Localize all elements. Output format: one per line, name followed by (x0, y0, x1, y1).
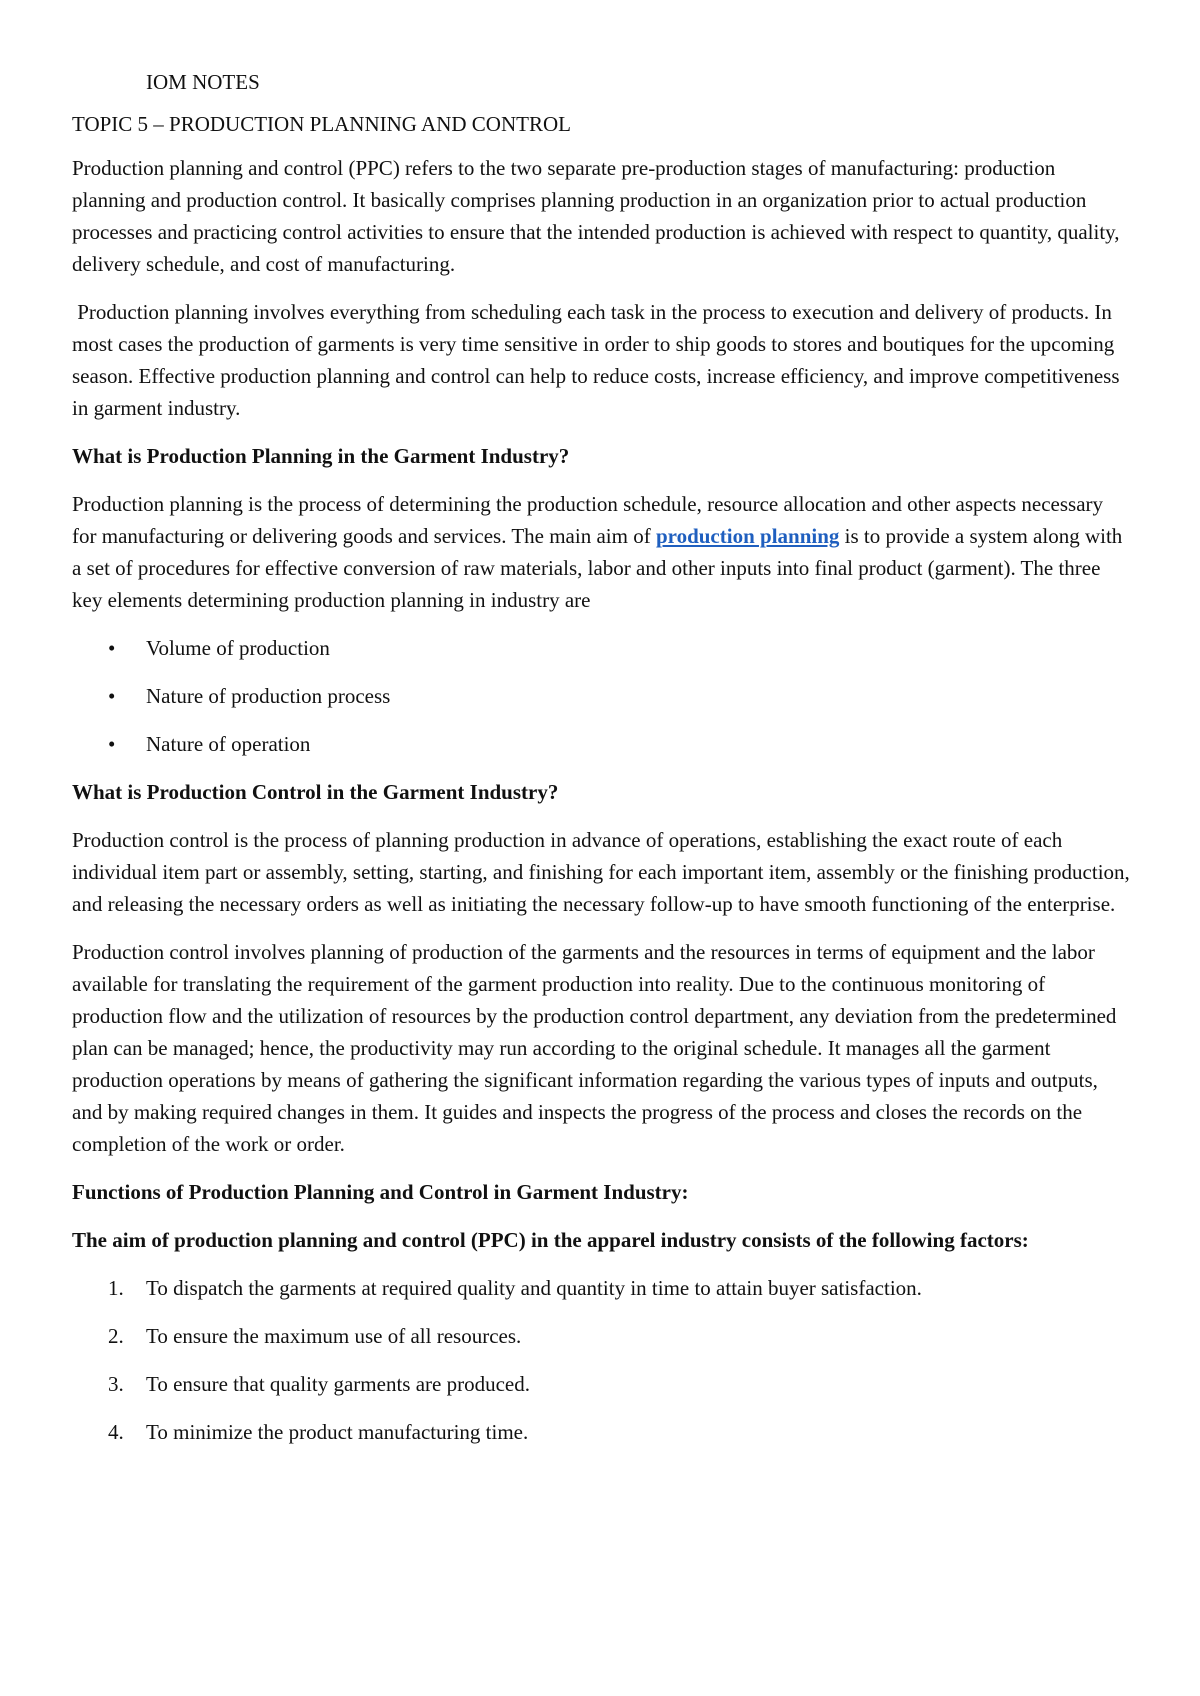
list-item-text: Volume of production (146, 636, 330, 660)
list-number: 1. (108, 1276, 124, 1300)
list-item-text: To ensure the maximum use of all resources. (146, 1324, 522, 1348)
list-item-text: To minimize the product manufacturing time. (146, 1420, 529, 1444)
aims-list (72, 1272, 1132, 1448)
topic-title: TOPIC 5 – PRODUCTION PLANNING AND CONTROL (72, 112, 571, 136)
list-item (72, 728, 1132, 760)
list-item-text: Nature of production process (146, 684, 391, 708)
heading-functions: Functions of Production Planning and Control in Garment Industry: (72, 1180, 689, 1204)
bullet-icon: • (108, 732, 116, 756)
production-planning-link[interactable]: production planning (655, 524, 840, 548)
list-item (72, 1416, 1132, 1448)
list-item (72, 1320, 1132, 1352)
document-page (72, 68, 1132, 1464)
intro-paragraph-1: Production planning and control (PPC) refers to the two separate pre-production stages of manufacturing: production planning and production control. It basically comprises planning production in an organization prior to actual production processes and practicing control activities to ensure that the intended production is achieved with respect to quantity, quality, delivery schedule, and cost of manufacturing. (72, 156, 1120, 276)
bullet-icon: • (108, 636, 116, 660)
planning-paragraph (72, 488, 1132, 616)
list-item-text: Nature of operation (146, 732, 311, 756)
list-number: 2. (108, 1324, 124, 1348)
planning-paragraph-text-before: Production planning is the process of determining the production schedule, resource allocation and other aspects necessary for manufacturing or delivering goods and services. The main aim of (72, 492, 1104, 548)
control-paragraph-2: Production control involves planning of production of the garments and the resources in terms of equipment and the labor available for translating the requirement of the garment production into reality. Due to the continuous monitoring of production flow and the utilization of resources by the production control department, any deviation from the predetermined plan can be managed; hence, the productivity may run according to the original schedule. It manages all the garment production operations by means of gathering the significant information regarding the various types of inputs and outputs, and by making required changes in them. It guides and inspects the progress of the process and closes the records on the completion of the work or order. (72, 940, 1117, 1156)
list-item-text: To dispatch the garments at required quality and quantity in time to attain buyer satisfaction. (146, 1276, 922, 1300)
heading-production-control: What is Production Control in the Garment Industry? (72, 780, 559, 804)
subheading-aim: The aim of production planning and control (PPC) in the apparel industry consists of the following factors: (72, 1228, 1029, 1252)
list-item (72, 1368, 1132, 1400)
planning-elements-list (72, 632, 1132, 760)
list-number: 3. (108, 1372, 124, 1396)
heading-production-planning: What is Production Planning in the Garment Industry? (72, 444, 570, 468)
document-header: IOM NOTES (146, 70, 260, 94)
intro-paragraph-2: Production planning involves everything from scheduling each task in the process to execution and delivery of products. In most cases the production of garments is very time sensitive in order to ship goods to stores and boutiques for the upcoming season. Effective production planning and control can help to reduce costs, increase efficiency, and improve competitiveness in garment industry. (72, 300, 1120, 420)
list-item (72, 632, 1132, 664)
list-item (72, 1272, 1132, 1304)
control-paragraph-1: Production control is the process of planning production in advance of operations, establishing the exact route of each individual item part or assembly, setting, starting, and finishing for each important item, assembly or the finishing production, and releasing the necessary orders as well as initiating the necessary follow-up to have smooth functioning of the enterprise. (72, 828, 1130, 916)
list-number: 4. (108, 1420, 124, 1444)
list-item-text: To ensure that quality garments are produced. (146, 1372, 530, 1396)
planning-paragraph-text-after: is to provide a system along with a set of procedures for effective conversion of raw materials, labor and other inputs into final product (garment). The three key elements determining production planning in industry are (72, 524, 1123, 612)
list-item (72, 680, 1132, 712)
bullet-icon: • (108, 684, 116, 708)
